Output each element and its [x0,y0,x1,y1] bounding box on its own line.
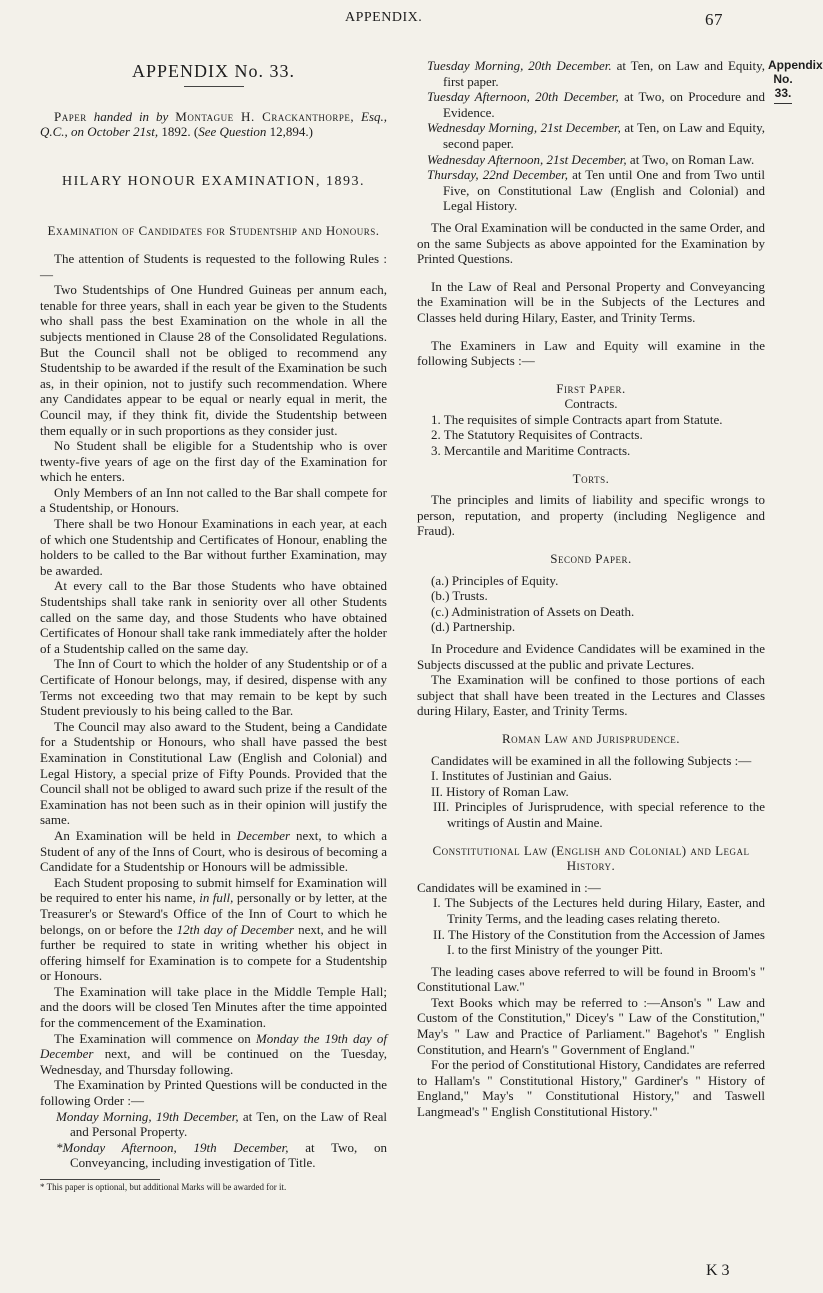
para-examiners: The Examiners in Law and Equity will examine in the following Subjects :— [417,337,765,369]
para-order: The Examination by Printed Questions will be conducted in the following Order :— [40,1077,387,1109]
exam-heading: Examination of Candidates for Studentship and Honours. [47,223,380,239]
para-procedure: In Procedure and Evidence Candidates will be examined in the Subjects discussed at the public and private Lectures. [417,641,765,672]
first-paper-heading: First Paper. [556,380,626,396]
equity-item-b: (b.) Trusts. [431,588,488,604]
equity-item-a: (a.) Principles of Equity. [431,572,559,588]
schedule-tuesday-morning: Tuesday Morning, 20th December. at Ten, on Law and Equity, first paper. [427,58,766,89]
roman-item-2: II. History of Roman Law. [431,783,569,799]
para-inn: The Inn of Court to which the holder of any Studentship or of a Certificate of Honour belongs, may, if desired, dispense with any Terms not exceeding two that may remain to be kept by such Student previously to his being called to the Bar. [40,656,387,719]
para-commence: The Examination will commence on Monday the 19th day of December next, and will be continued on the Tuesday, Wednesday, and Thursday following. [40,1030,388,1077]
para-roman: Candidates will be examined in all the following Subjects :— [431,752,752,768]
schedule-monday-morning: Monday Morning, 19th December, at Ten, on the Law of Real and Personal Property. [56,1108,387,1140]
para-members: Only Members of an Inn not called to the Bar shall compete for a Studentship, or Honours. [40,484,387,516]
hilary-heading: HILARY HONOUR EXAMINATION, 1893. [62,173,365,189]
constitutional-heading: Constitutional Law (English and Colonial) and Legal History. [432,842,750,874]
constitutional-item-2: II. The History of the Constitution from the Accession of James I. to the first Ministry of the younger Pitt. [433,926,765,958]
contracts-heading: Contracts. [564,396,618,412]
schedule-monday-afternoon: *Monday Afternoon, 19th December, at Two, on Conveyancing, including investigation of Title. [56,1139,387,1171]
footnote-rule [40,1179,160,1180]
para-enter-name: Each Student proposing to submit himself for Examination will be required to enter his name, in full, personally or by letter, at the Treasurer's or Steward's Office of the Inn of Court to which he belongs, on or before the 12th day of December next, and he will further be required to state in writing whether his object in offering himself for Examination is to compete for a Studentship or Honours. [40,874,388,984]
signature-mark: K 3 [706,1262,730,1279]
schedule-wednesday-morning: Wednesday Morning, 21st December, at Ten, on Law and Equity, second paper. [427,120,766,151]
para-constitutional: Candidates will be examined in :— [417,879,601,895]
appendix-title: APPENDIX No. 33. [131,61,295,81]
roman-item-1: I. Institutes of Justinian and Gaius. [431,768,612,784]
margin-note-line1: Appendix [768,58,823,72]
para-prize: The Council may also award to the Student, being a Candidate for a Studentship or Honours, who shall have passed the best Examination in Constitutional Law (English and Colonial) and Legal History, a special prize of Fifty Pounds. Provided that the Council shall not be obliged to award such prize if the result of the Examination has not been such as in their opinion will justify the same. [40,718,387,828]
margin-note-line2: No. 33. [773,72,793,100]
schedule-tuesday-afternoon: Tuesday Afternoon, 20th December, at Two, on Procedure and Evidence. [427,89,765,120]
roman-item-3: III. Principles of Jurisprudence, with special reference to the writings of Austin and Maine. [433,799,765,830]
para-period: For the period of Constitutional History, Candidates are referred to Hallam's " Constitutional History," Gardiner's " History of England," May's " Constitutional History," and Taswell Langmead's " English Constitutional History." [417,1057,765,1120]
para-real-property: In the Law of Real and Personal Property and Conveyancing the Examination will be in the Subjects of the Lectures and Classes held during Hilary, Easter, and Trinity Terms. [417,278,765,325]
margin-note-rule [774,103,792,104]
equity-item-d: (d.) Partnership. [431,619,516,635]
contracts-item-3: 3. Mercantile and Maritime Contracts. [431,443,631,459]
running-title: APPENDIX. [345,10,423,25]
paper-intro: Paper handed in by Montague H. Crackanthorpe, Esq., Q.C., on October 21st, 1892. (See Question 12,894.) [40,108,388,140]
para-exam-held: An Examination will be held in December next, to which a Student of any of the Inns of Court, who is desirous of becoming a Candidate for a Studentship or Honours will be admissible. [40,827,388,875]
schedule-wednesday-afternoon: Wednesday Afternoon, 21st December, at Two, on Roman Law. [427,151,755,167]
para-place: The Examination will take place in the Middle Temple Hall; and the doors will be closed Ten Minutes after the time appointed for the commencement of the Examination. [40,983,387,1031]
torts-heading: Torts. [572,470,610,486]
para-torts: The principles and limits of liability and specific wrongs to person, reputation, and property (including Negligence and Fraud). [417,492,765,539]
page-number: 67 [705,10,723,29]
para-confined: The Examination will be confined to those portions of each subject that shall have been treated in the Lectures and Classes during Hilary, Easter, and Trinity Terms. [417,672,765,719]
constitutional-item-1: I. The Subjects of the Lectures held during Hilary, Easter, and Trinity Terms, and the leading cases relating thereto. [433,895,765,926]
roman-law-heading: Roman Law and Jurisprudence. [502,730,680,746]
footnote: * This paper is optional, but additional Marks will be awarded for it. [40,1182,287,1192]
running-header [0,10,800,32]
margin-note [768,58,823,104]
schedule-thursday: Thursday, 22nd December, at Ten until One and from Two until Five, on Constitutional Law (English and Colonial) and Legal History. [427,167,765,214]
left-column [40,58,387,1193]
para-text-books: Text Books which may be referred to :—Anson's " Law and Custom of the Constitution," Dicey's " Law of the Constitution," May's " Law and Practice of Parliament." Bagehot's " English Constitution, and Hearn's " Government of England." [417,994,765,1057]
para-two-exams: There shall be two Honour Examinations in each year, at each of which one Studentship and Certificates of Honour, enabling the holders to be called to the Bar without further Examination, may be awarded. [40,516,387,578]
para-age: No Student shall be eligible for a Studentship who is over twenty-five years of age on the first day of the Examination for which he enters. [40,438,387,485]
second-paper-heading: Second Paper. [550,551,632,567]
para-rules-intro: The attention of Students is requested to the following Rules :— [40,250,387,282]
contracts-item-2: 2. The Statutory Requisites of Contracts. [431,427,643,443]
contracts-item-1: 1. The requisites of simple Contracts apart from Statute. [431,411,723,427]
para-leading-cases: The leading cases above referred to will be found in Broom's " Constitutional Law." [417,963,765,995]
right-column [417,58,765,1120]
para-oral: The Oral Examination will be conducted in the same Order, and on the same Subjects as above appointed for the Examination by Printed Questions. [417,219,765,267]
para-call: At every call to the Bar those Students who have obtained Studentships shall take rank in seniority over all other Students called on the same day, and those Students who have obtained Certificates of Honour shall take rank immediately after the holder of a Studentship called on the same day. [40,578,387,656]
para-studentships: Two Studentships of One Hundred Guineas per annum each, tenable for three years, shall in each year be given to the Students who shall pass the best Examination on the whole in all the subjects mentioned in Clause 28 of the Consolidated Regulations. But the Council shall not be obliged to recommend any Studentship to be awarded if the result of the Examination be such as, in their opinion, not to justify such recommendation. Where any Candidates appear to be equal or nearly equal in merit, the Council may, if they think fit, divide the Studentship between them equally or in such proportions as they consider just. [40,282,387,438]
equity-item-c: (c.) Administration of Assets on Death. [431,603,635,619]
